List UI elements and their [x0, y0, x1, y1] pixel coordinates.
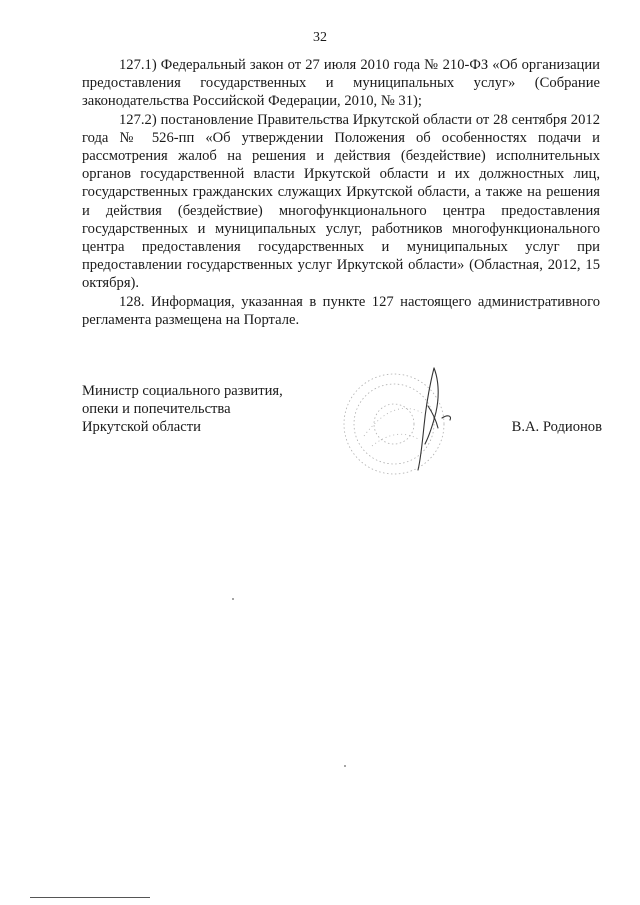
signer-title-line-1: Министр социального развития, [82, 383, 283, 399]
signer-title-line-2: опеки и попечительства [82, 401, 231, 418]
signature-block [82, 382, 602, 482]
page-number: 32 [313, 30, 327, 45]
signer-name: В.А. Родионов [511, 419, 602, 435]
paragraph-127-2: 127.2) постановление Правительства Иркутской области от 28 сентября 2012 года № 526-пп «Об утверждении Положения об особенностях подачи и рассмотрения жалоб на решения и действия (бездействие) исполнительных органов государственной власти Иркутской области и их должностных лиц, государственных гражданских служащих Иркутской области, а также на решения и действия (бездействие) многофункционального центра предоставления государственных и муниципальных услуг, работников многофункционального центра предоставления государственных и муниципальных услуг при предоставлении государственных услуг Иркутской области» (Областная, 2012, 15 октября). [82, 111, 600, 292]
paragraph-128: 128. Информация, указанная в пункте 127 настоящего административного регламента размещена на Портале. [82, 293, 600, 328]
handwritten-signature-icon [418, 368, 451, 470]
signer-title-line-3: Иркутской области [82, 419, 201, 436]
paragraph-127-1: 127.1) Федеральный закон от 27 июля 2010 года № 210-ФЗ «Об организации предоставления государственных и муниципальных услуг» (Собрание законодательства Российской Федерации, 2010, № 31); [82, 57, 600, 110]
stamp-and-signature-image [302, 366, 502, 486]
scan-speck [344, 765, 346, 767]
scan-speck [232, 598, 234, 600]
document-body [82, 56, 600, 329]
footer-rule [30, 897, 150, 898]
